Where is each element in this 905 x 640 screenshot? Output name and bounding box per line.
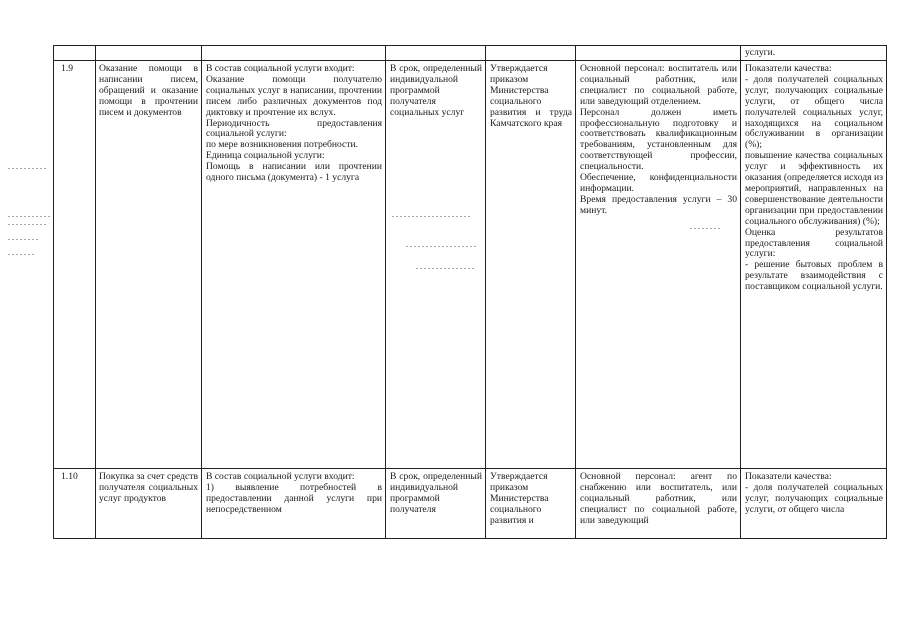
service-name: Оказание помощи в написании писем, обращений и оказание помощи в прочтении писем и документов <box>99 64 198 118</box>
column-divider <box>575 45 576 539</box>
service-term: В срок, определенный индивидуальной программой получателя <box>390 472 482 515</box>
scan-artifact <box>8 254 34 255</box>
service-content <box>206 472 382 537</box>
conditions-paragraph: Время предоставления услуги – 30 минут. <box>580 193 737 216</box>
column-divider <box>95 45 96 539</box>
quality-indicators <box>745 64 883 467</box>
scan-artifact <box>8 224 46 225</box>
content-paragraph: Единица социальной услуги: <box>206 150 325 162</box>
conditions-paragraph: Основной персонал: агент по снабжению или воспитатель, или социальный работник, или специалист по социальной работе, или заведующий <box>580 472 737 526</box>
scan-artifact <box>8 239 38 240</box>
quality-paragraph: повышение качества социальных услуг и эффективность их оказания (определяется исходя из мероприятий, направленных на совершенствование деятельности организации при предоставлении социального обслуживания) (%); <box>745 150 883 227</box>
row-divider <box>53 468 887 469</box>
conditions-paragraph: Персонал должен иметь профессиональную подготовку и соответствовать квалификационным требованиям, установленным для соответствующей профессии, специальности. <box>580 106 737 173</box>
table-border-bottom <box>53 538 887 539</box>
services-table <box>53 45 887 539</box>
quality-paragraph: - доля получателей социальных услуг, получающих социальные услуги, от общего числа получателей социальных услуг, находящихся на социальном обслуживании в организации (%); <box>745 73 883 151</box>
column-divider <box>53 45 54 539</box>
column-divider <box>740 45 741 539</box>
service-conditions <box>580 64 737 464</box>
quality-paragraph: Показатели качества: <box>745 472 832 482</box>
service-conditions <box>580 472 737 537</box>
content-paragraph: Помощь в написании или прочтении одного письма (документа) - 1 услуга <box>206 161 382 184</box>
content-paragraph: Оказание помощи получателю социальных услуг в написании, прочтении писем либо различных документов под диктовку и прочтение их вслух. <box>206 73 382 118</box>
column-divider <box>385 45 386 539</box>
service-term: В срок, определенный индивидуальной программой получателя социальных услуг <box>390 64 482 118</box>
column-divider <box>485 45 486 539</box>
service-name: Покупка за счет средств получателя социальных услуг продуктов <box>99 472 198 504</box>
content-paragraph: В состав социальной услуги входит: <box>206 472 355 482</box>
content-paragraph: по мере возникновения потребности. <box>206 139 359 151</box>
quality-paragraph: - решение бытовых проблем в результате взаимодействия с поставщиком социальной услуги. <box>745 259 883 293</box>
conditions-paragraph: Основной персонал: воспитатель или социальный работник, или специалист по социальной работе, или заведующий отделением. <box>580 64 737 107</box>
column-divider <box>201 45 202 539</box>
scan-artifact <box>8 168 48 169</box>
scan-artifact <box>8 216 50 217</box>
row-number: 1.10 <box>61 472 78 482</box>
content-paragraph: В состав социальной услуги входит: <box>206 64 355 74</box>
quality-paragraph: - доля получателей социальных услуг, получающих социальные услуги, от общего числа <box>745 481 883 515</box>
prev-row-quality-tail: услуги. <box>745 48 776 58</box>
quality-indicators <box>745 472 883 537</box>
service-content <box>206 64 382 464</box>
content-paragraph: 1) выявление потребностей в предоставлении данной услуги при непосредственном <box>206 481 382 515</box>
quality-paragraph: Оценка результатов предоставления социальной услуги: <box>745 226 883 260</box>
column-divider <box>886 45 887 539</box>
row-number: 1.9 <box>61 64 73 74</box>
conditions-paragraph: Обеспечение, конфиденциальности информации. <box>580 172 737 194</box>
row-divider <box>53 60 887 61</box>
tariff-approval: Утверждается приказом Министерства социального развития и <box>490 472 549 526</box>
table-border-top <box>53 45 887 46</box>
quality-paragraph: Показатели качества: <box>745 64 832 74</box>
tariff-approval: Утверждается приказом Министерства социального развития и труда Камчатского края <box>490 64 572 129</box>
content-paragraph: Периодичность предоставления социальной услуги: <box>206 117 382 140</box>
